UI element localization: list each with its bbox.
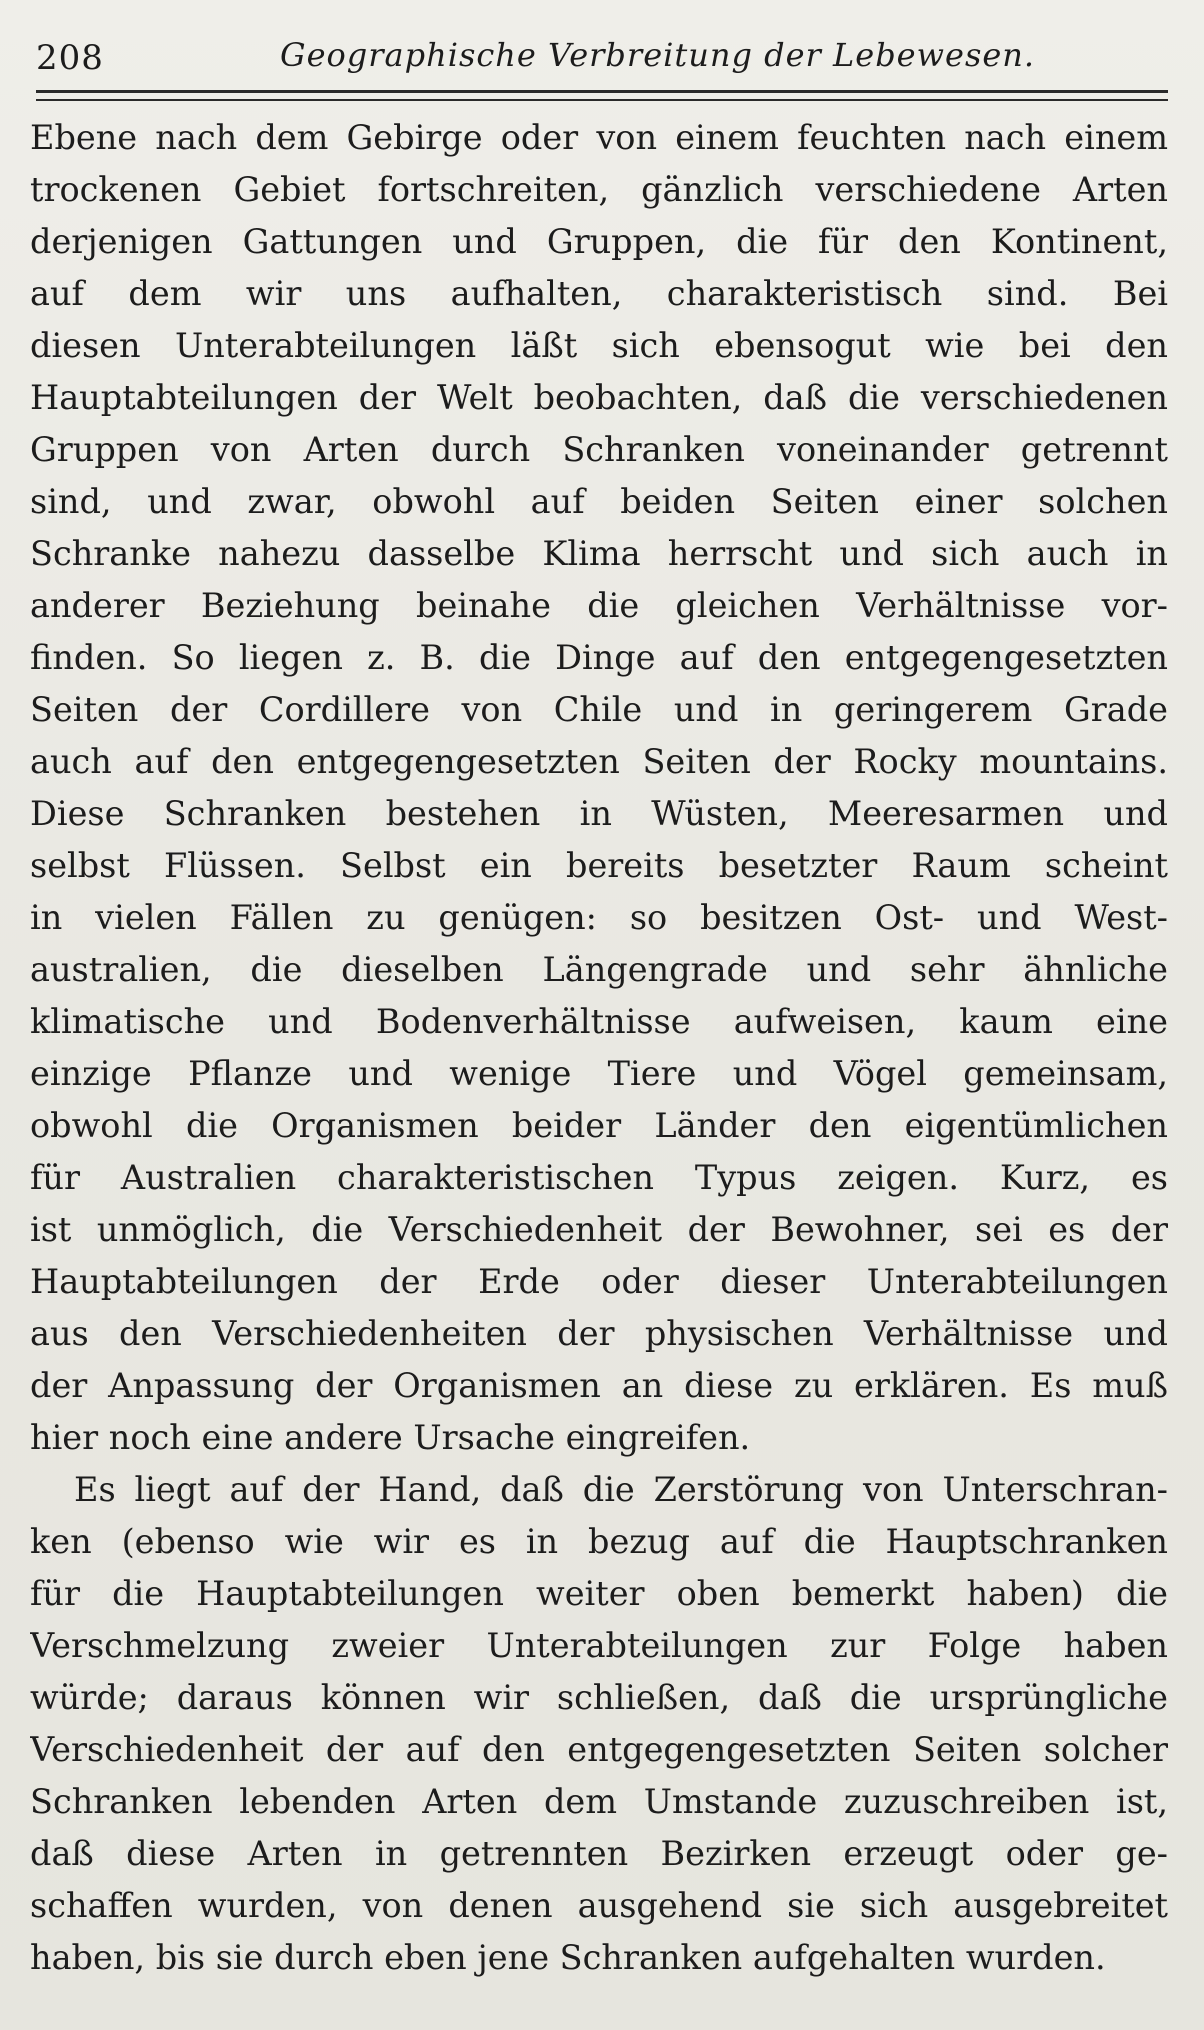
text-line: klimatische und Bodenverhältnisse aufweisen, kaum eine: [30, 1002, 1168, 1041]
text-line: derjenigen Gattungen und Gruppen, die für den Kontinent,: [30, 222, 1168, 261]
paragraph: [30, 1464, 1168, 1984]
text-line: in vielen Fällen zu genügen: so besitzen Ost- und West-: [30, 898, 1168, 937]
text-line: australien, die dieselben Längengrade und sehr ähnliche: [30, 950, 1168, 989]
text-line: Ebene nach dem Gebirge oder von einem feuchten nach einem: [30, 118, 1168, 157]
text-line: Gruppen von Arten durch Schranken voneinander getrennt: [30, 430, 1168, 469]
text-line: aus den Verschiedenheiten der physischen Verhältnisse und: [30, 1314, 1168, 1353]
text-line: Hauptabteilungen der Welt beobachten, daß die verschiedenen: [30, 378, 1168, 417]
text-line: Seiten der Cordillere von Chile und in geringerem Grade: [30, 690, 1168, 729]
text-line: würde; daraus können wir schließen, daß die ursprüngliche: [30, 1678, 1168, 1717]
text-line: Verschmelzung zweier Unterabteilungen zur Folge haben: [30, 1626, 1168, 1665]
text-line: für die Hauptabteilungen weiter oben bemerkt haben) die: [30, 1574, 1168, 1613]
text-line: trockenen Gebiet fortschreiten, gänzlich verschiedene Arten: [30, 170, 1168, 209]
text-line: daß diese Arten in getrennten Bezirken erzeugt oder ge-: [30, 1834, 1168, 1873]
text-line: haben, bis sie durch eben jene Schranken aufgehalten wurden.: [30, 1938, 1106, 1977]
text-line: einzige Pflanze und wenige Tiere und Vögel gemeinsam,: [30, 1054, 1168, 1093]
page-number: 208: [36, 38, 104, 78]
text-line: diesen Unterabteilungen läßt sich ebensogut wie bei den: [30, 326, 1168, 365]
text-line: Schranke nahezu dasselbe Klima herrscht und sich auch in: [30, 534, 1168, 573]
text-line: Verschiedenheit der auf den entgegengesetzten Seiten solcher: [30, 1730, 1168, 1769]
paragraph: [30, 112, 1168, 1464]
text-line: Diese Schranken bestehen in Wüsten, Meeresarmen und: [30, 794, 1168, 833]
text-line: finden. So liegen z. B. die Dinge auf den entgegengesetzten: [30, 638, 1168, 677]
text-line: auch auf den entgegengesetzten Seiten der Rocky mountains.: [30, 742, 1168, 781]
body-text: [30, 112, 1168, 1984]
text-line: ken (ebenso wie wir es in bezug auf die Hauptschranken: [30, 1522, 1168, 1561]
text-line: schaffen wurden, von denen ausgehend sie sich ausgebreitet: [30, 1886, 1168, 1925]
header-rule-thick: [36, 90, 1168, 93]
text-line: sind, und zwar, obwohl auf beiden Seiten einer solchen: [30, 482, 1168, 521]
text-line: auf dem wir uns aufhalten, charakteristisch sind. Bei: [30, 274, 1168, 313]
text-line: obwohl die Organismen beider Länder den eigentümlichen: [30, 1106, 1168, 1145]
text-line: der Anpassung der Organismen an diese zu erklären. Es muß: [30, 1366, 1168, 1405]
text-line: selbst Flüssen. Selbst ein bereits besetzter Raum scheint: [30, 846, 1168, 885]
header-rule-thin: [36, 99, 1168, 101]
running-title: Geographische Verbreitung der Lebewesen.: [280, 36, 1036, 74]
text-line: für Australien charakteristischen Typus zeigen. Kurz, es: [30, 1158, 1168, 1197]
text-line: anderer Beziehung beinahe die gleichen Verhältnisse vor-: [30, 586, 1168, 625]
page-header: [36, 30, 1166, 90]
text-line: ist unmöglich, die Verschiedenheit der Bewohner, sei es der: [30, 1210, 1168, 1249]
text-line: hier noch eine andere Ursache eingreifen.: [30, 1418, 751, 1457]
text-line: Schranken lebenden Arten dem Umstande zuzuschreiben ist,: [30, 1782, 1168, 1821]
text-line: Es liegt auf der Hand, daß die Zerstörung von Unterschran-: [74, 1470, 1168, 1509]
text-line: Hauptabteilungen der Erde oder dieser Unterabteilungen: [30, 1262, 1168, 1301]
